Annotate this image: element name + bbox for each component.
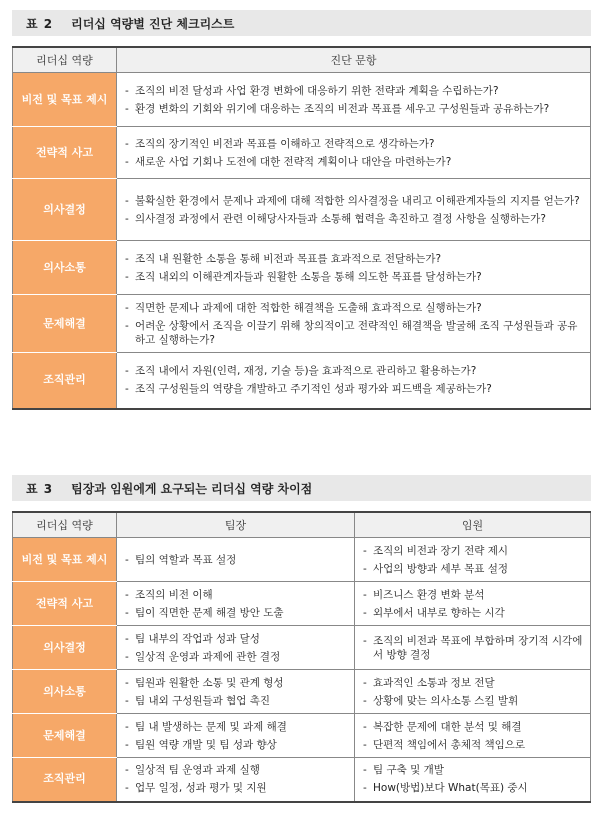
list-item: - 상황에 맞는 의사소통 스킬 발휘 <box>363 694 519 707</box>
table2 <box>12 46 591 410</box>
table2-body <box>13 73 591 409</box>
questions-cell <box>117 73 591 127</box>
table2-section <box>12 10 591 410</box>
list-item: - 조직의 장기적인 비전과 목표를 이해하고 전략적으로 생각하는가? <box>125 137 435 150</box>
list-item-text: 팀의 역할과 목표 설정 <box>135 553 237 566</box>
table3-body <box>13 538 591 802</box>
list-item-text: 조직의 비전 이해 <box>135 588 213 601</box>
team-leader-cell <box>117 626 355 670</box>
list-item-text: 조직의 장기적인 비전과 목표를 이해하고 전략적으로 생각하는가? <box>135 137 435 150</box>
questions-cell <box>117 179 591 241</box>
table-row <box>13 670 591 714</box>
list-item-text: 조직 내 원활한 소통을 통해 비전과 목표를 효과적으로 전달하는가? <box>135 252 442 265</box>
table-row <box>13 179 591 241</box>
list-item-text: 일상적 운영과 과제에 관한 결정 <box>135 650 281 663</box>
list-item: - 일상적 팀 운영과 과제 실행 <box>125 764 260 777</box>
list-item: - 조직 내에서 자원(인력, 재정, 기술 등)을 효과적으로 관리하고 활용하는가? <box>125 365 477 378</box>
category-cell: 전략적 사고 <box>13 127 117 179</box>
list-item: - 팀이 직면한 문제 해결 방안 도출 <box>125 606 284 619</box>
list-item-text: 조직 내에서 자원(인력, 재정, 기술 등)을 효과적으로 관리하고 활용하는가? <box>135 365 477 378</box>
table-row <box>13 582 591 626</box>
category-cell: 의사소통 <box>13 241 117 295</box>
list-item: - 조직 구성원들의 역량을 개발하고 주기적인 성과 평가와 피드백을 제공하는가? <box>125 383 492 396</box>
list-item-text: 팀 내외 구성원들과 협업 촉진 <box>135 694 271 707</box>
category-cell: 의사결정 <box>13 626 117 670</box>
list-item-text: 상황에 맞는 의사소통 스킬 발휘 <box>373 694 519 707</box>
category-cell: 비전 및 목표 제시 <box>13 538 117 582</box>
list-item: - 외부에서 내부로 향하는 시각 <box>363 606 505 619</box>
table3-col-competency: 리더십 역량 <box>13 512 117 538</box>
list-item-text: 어려운 상황에서 조직을 이끌기 위해 창의적이고 전략적인 해결책을 발굴해 조직 구성원들과 공유하고 실행하는가? <box>135 319 578 346</box>
table2-title: 리더십 역량별 진단 체크리스트 <box>71 16 235 31</box>
category-cell: 의사결정 <box>13 179 117 241</box>
list-item: - 환경 변화의 기회와 위기에 대응하는 조직의 비전과 목표를 세우고 구성원들과 공유하는가? <box>125 102 550 115</box>
team-leader-cell <box>117 714 355 758</box>
team-leader-cell <box>117 582 355 626</box>
list-item-text: 조직의 비전과 목표에 부합하며 장기적 시각에서 방향 결정 <box>373 634 583 661</box>
list-item-text: 외부에서 내부로 향하는 시각 <box>373 606 505 619</box>
table3-col-executive: 임원 <box>355 512 591 538</box>
team-leader-cell <box>117 538 355 582</box>
table-row <box>13 295 591 353</box>
list-item: - 팀원과 원활한 소통 및 관계 형성 <box>125 676 284 689</box>
table-row <box>13 626 591 670</box>
list-item-text: 팀원과 원활한 소통 및 관계 형성 <box>135 676 284 689</box>
category-cell: 의사소통 <box>13 670 117 714</box>
list-item-text: 직면한 문제나 과제에 대한 적합한 해결책을 도출해 효과적으로 실행하는가? <box>135 301 482 314</box>
category-cell: 비전 및 목표 제시 <box>13 73 117 127</box>
table3-number: 표 3 <box>26 481 54 496</box>
table3 <box>12 511 591 803</box>
list-item: - 조직 내 원활한 소통을 통해 비전과 목표를 효과적으로 전달하는가? <box>125 252 442 265</box>
list-item: - 조직의 비전과 목표에 부합하며 장기적 시각에서 방향 결정 <box>363 634 583 661</box>
table3-section <box>12 475 591 803</box>
table2-header-bar <box>12 10 591 36</box>
list-item-text: 환경 변화의 기회와 위기에 대응하는 조직의 비전과 목표를 세우고 구성원들과 공유하는가? <box>135 102 550 115</box>
list-item-text: 팀원 역량 개발 및 팀 성과 향상 <box>135 738 277 751</box>
list-item-text: 새로운 사업 기회나 도전에 대한 전략적 계획이나 대안을 마련하는가? <box>135 155 452 168</box>
executive-cell <box>355 582 591 626</box>
list-item: - 팀원 역량 개발 및 팀 성과 향상 <box>125 738 277 751</box>
list-item: - 조직의 비전 이해 <box>125 588 213 601</box>
table-row <box>13 758 591 802</box>
questions-cell <box>117 295 591 353</box>
list-item: - How(방법)보다 What(목표) 중시 <box>363 782 528 795</box>
list-item-text: 팀 내부의 작업과 성과 달성 <box>135 632 260 645</box>
list-item: - 팀 내부의 작업과 성과 달성 <box>125 632 260 645</box>
list-item: - 복잡한 문제에 대한 분석 및 해결 <box>363 720 522 733</box>
list-item-text: 조직 구성원들의 역량을 개발하고 주기적인 성과 평가와 피드백을 제공하는가? <box>135 383 492 396</box>
executive-cell <box>355 626 591 670</box>
table-row <box>13 127 591 179</box>
list-item: - 새로운 사업 기회나 도전에 대한 전략적 계획이나 대안을 마련하는가? <box>125 155 452 168</box>
list-item: - 팀 내외 구성원들과 협업 촉진 <box>125 694 271 707</box>
table-row <box>13 73 591 127</box>
list-item: - 업무 일정, 성과 평가 및 지원 <box>125 782 267 795</box>
executive-cell <box>355 670 591 714</box>
list-item-text: 불확실한 환경에서 문제나 과제에 대해 적합한 의사결정을 내리고 이해관계자들의 지지를 얻는가? <box>135 194 580 207</box>
table-row <box>13 353 591 409</box>
table-row <box>13 241 591 295</box>
list-item-text: 효과적인 소통과 정보 전달 <box>373 676 495 689</box>
category-cell: 조직관리 <box>13 353 117 409</box>
list-item-text: 조직의 비전과 장기 전략 제시 <box>373 544 509 557</box>
questions-cell <box>117 241 591 295</box>
table3-header-bar <box>12 475 591 501</box>
list-item: - 조직 내외의 이해관계자들과 원활한 소통을 통해 의도한 목표를 달성하는가? <box>125 270 482 283</box>
table3-title: 팀장과 임원에게 요구되는 리더십 역량 차이점 <box>71 481 313 496</box>
table-row <box>13 714 591 758</box>
list-item: - 의사결정 과정에서 관련 이해당사자들과 소통해 협력을 촉진하고 결정 사항을 실행하는가? <box>125 212 546 225</box>
list-item-text: 팀 구축 및 개발 <box>373 764 444 777</box>
list-item: - 불확실한 환경에서 문제나 과제에 대해 적합한 의사결정을 내리고 이해관계자들의 지지를 얻는가? <box>125 194 580 207</box>
list-item: - 조직의 비전 달성과 사업 환경 변화에 대응하기 위한 전략과 계획을 수립하는가? <box>125 84 499 97</box>
list-item-text: 비즈니스 환경 변화 분석 <box>373 588 485 601</box>
table3-col-team-leader: 팀장 <box>117 512 355 538</box>
list-item-text: 단편적 책임에서 총체적 책임으로 <box>373 738 526 751</box>
table2-number: 표 2 <box>26 16 54 31</box>
questions-cell <box>117 127 591 179</box>
list-item-text: 팀이 직면한 문제 해결 방안 도출 <box>135 606 284 619</box>
list-item: - 일상적 운영과 과제에 관한 결정 <box>125 650 281 663</box>
list-item: - 사업의 방향과 세부 목표 설정 <box>363 562 509 575</box>
table2-col-competency: 리더십 역량 <box>13 47 117 73</box>
list-item-text: 업무 일정, 성과 평가 및 지원 <box>135 782 267 795</box>
list-item-text: How(방법)보다 What(목표) 중시 <box>373 782 528 795</box>
table2-col-questions: 진단 문항 <box>117 47 591 73</box>
category-cell: 문제해결 <box>13 295 117 353</box>
questions-cell <box>117 353 591 409</box>
list-item-text: 복잡한 문제에 대한 분석 및 해결 <box>373 720 522 733</box>
executive-cell <box>355 714 591 758</box>
team-leader-cell <box>117 758 355 802</box>
list-item: - 단편적 책임에서 총체적 책임으로 <box>363 738 526 751</box>
category-cell: 조직관리 <box>13 758 117 802</box>
executive-cell <box>355 758 591 802</box>
list-item-text: 사업의 방향과 세부 목표 설정 <box>373 562 509 575</box>
category-cell: 문제해결 <box>13 714 117 758</box>
list-item: - 팀 내 발생하는 문제 및 과제 해결 <box>125 720 287 733</box>
list-item: - 팀 구축 및 개발 <box>363 764 444 777</box>
list-item: - 조직의 비전과 장기 전략 제시 <box>363 544 509 557</box>
list-item-text: 조직의 비전 달성과 사업 환경 변화에 대응하기 위한 전략과 계획을 수립하는가? <box>135 84 499 97</box>
list-item-text: 조직 내외의 이해관계자들과 원활한 소통을 통해 의도한 목표를 달성하는가? <box>135 270 482 283</box>
table-row <box>13 538 591 582</box>
list-item-text: 팀 내 발생하는 문제 및 과제 해결 <box>135 720 287 733</box>
team-leader-cell <box>117 670 355 714</box>
list-item: - 팀의 역할과 목표 설정 <box>125 553 237 566</box>
executive-cell <box>355 538 591 582</box>
list-item: - 효과적인 소통과 정보 전달 <box>363 676 495 689</box>
list-item: - 직면한 문제나 과제에 대한 적합한 해결책을 도출해 효과적으로 실행하는가? <box>125 301 482 314</box>
list-item-text: 의사결정 과정에서 관련 이해당사자들과 소통해 협력을 촉진하고 결정 사항을 실행하는가? <box>135 212 546 225</box>
list-item-text: 일상적 팀 운영과 과제 실행 <box>135 764 260 777</box>
list-item: - 어려운 상황에서 조직을 이끌기 위해 창의적이고 전략적인 해결책을 발굴해 조직 구성원들과 공유하고 실행하는가? <box>125 319 584 347</box>
category-cell: 전략적 사고 <box>13 582 117 626</box>
list-item: - 비즈니스 환경 변화 분석 <box>363 588 485 601</box>
